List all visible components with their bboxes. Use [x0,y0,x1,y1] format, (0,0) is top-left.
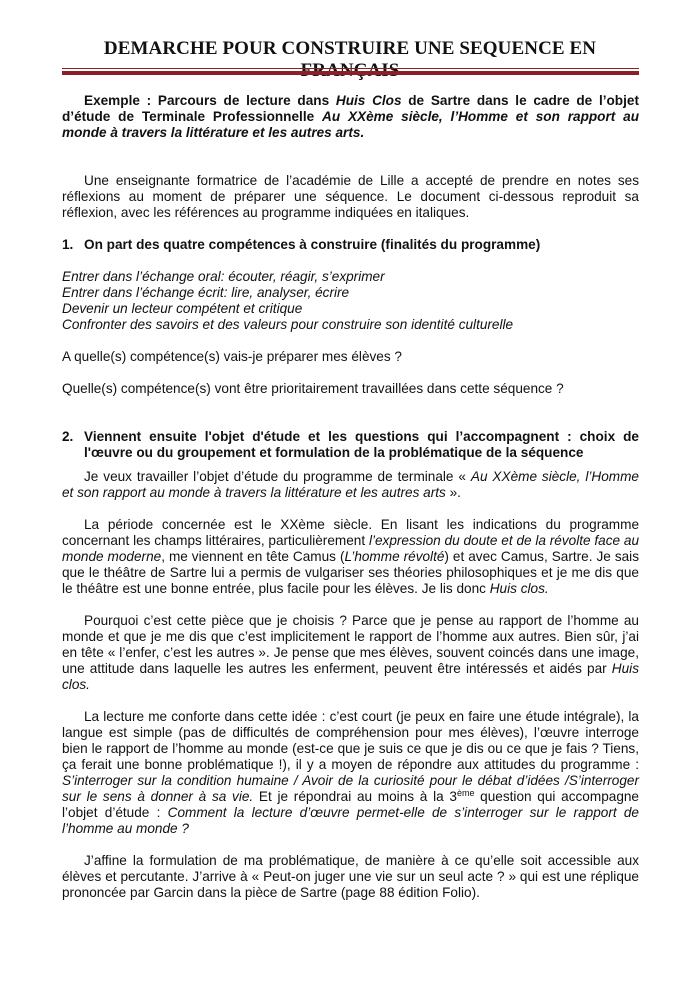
example-study-object: Au XXème siècle, l’Homme et son rapport au monde à travers la littérature et les autres arts. [62,109,640,140]
section-2-paragraph-1 [62,469,639,501]
intro-paragraph: Une enseignante formatrice de l’académie de Lille a accepté de prendre en notes ses réflexions au moment de préparer une séquence. Le document ci-dessous reproduit sa réflexion, avec les références au programme indiquées en italiques. [62,173,639,220]
title-underline-thick [62,71,639,75]
para4-superscript: ème [456,788,475,798]
example-text-2: de Sartre dans le cadre de l’objet d’étude de Terminale Professionnelle [62,93,639,124]
section-2-paragraph-5: J’affine la formulation de ma problématique, de manière à ce qu’elle soit accessible aux élèves et percutante. J’arrive à « Peut-on juger une vie sur un seul acte ? » qui est une réplique prononcée par Garcin dans la pièce de Sartre (page 88 édition Folio). [62,853,639,900]
example-work-title: Huis Clos [335,93,402,108]
para2-text-e: ) et avec Camus, Sartre. Je sais que le théâtre de Sartre lui a permis de vulgariser ses théories philosophiques et je me dis que le théâtre est une bonne entrée, plus facile pour les élèves. Je lis donc [62,549,639,596]
question-2: Quelle(s) compétence(s) vont être prioritairement travaillées dans cette séquence ? [62,381,564,396]
question-1: A quelle(s) compétence(s) vais-je préparer mes élèves ? [62,349,402,364]
para2-italic-f: Huis clos. [489,581,549,596]
para4-text-a: La lecture me conforte dans cette idée : c’est court (je peux en faire une étude intégrale), la langue est simple (pas de difficultés de compréhension pour mes élèves), l’œuvre interroge bien le rapport de l’homme au monde (est-ce que je suis ce que je dis ou ce que je fais ? Tiens, ça ferait une bonne problématique !), il y a moyen de répondre aux attitudes du programme : [62,709,639,772]
para1-text-a: Je veux travailler l’objet d’étude du programme de terminale « [84,469,471,484]
section-2-heading [62,429,639,461]
section-2-paragraph-4 [62,709,639,837]
section-2-number: 2. [62,429,74,444]
para4-italic-e: Comment la lecture d’œuvre permet-elle de s’interroger sur le rapport de l’homme au monde ? [62,805,639,836]
section-1-heading [62,237,639,253]
section-1-heading-text: On part des quatre compétences à construire (finalités du programme) [84,237,541,252]
skills-list [62,269,639,333]
para4-text-d: question qui accompagne l’objet d’étude : [62,789,639,820]
para2-text-a: La période concernée est le XXème siècle. En lisant les indications du programme concernant les champs littéraires, particulièrement [62,517,639,548]
page-title: DEMARCHE POUR CONSTRUIRE UNE SEQUENCE EN [103,38,597,59]
para3-italic-b: Huis clos. [62,661,639,692]
para1-text-c: ». [445,485,461,500]
skill-item: Confronter des savoirs et des valeurs pour construire son identité culturelle [62,317,514,332]
skill-item: Entrer dans l’échange écrit: lire, analyser, écrire [62,285,350,300]
section-2-heading-text: Viennent ensuite l'objet d'étude et les questions qui l’accompagnent : choix de l'œuvre ou du groupement et formulation de la problématique de la séquence [84,429,639,460]
example-text-1: Exemple : Parcours de lecture dans [84,93,336,108]
para1-study-object: Au XXème siècle, l’Homme et son rapport au monde à travers la littérature et les autres arts [62,469,639,500]
title-underline-thin [62,68,639,69]
document-body [62,93,639,901]
section-2-paragraph-2 [62,517,639,597]
skill-item: Devenir un lecteur compétent et critique [62,301,303,316]
para3-text-a: Pourquoi c’est cette pièce que je choisis ? Parce que je pense au rapport de l’homme au monde et que je me dis que c’est implicitement le rapport de l’homme aux autres. Bien sûr, j’ai en tête « l’enfer, c’est les autres ». Je pense que mes élèves, souvent coincés dans une image, une attitude dans laquelle les autres les enferment, peuvent être intéressés et aidés par [62,613,639,676]
example-paragraph [62,93,639,141]
para2-italic-d: L’homme révolté [344,549,445,564]
para4-italic-b: S’interroger sur la condition humaine / Avoir de la curiosité pour le débat d’idées /S’interroger sur le sens à donner à sa vie. [62,773,639,804]
section-1-number: 1. [62,237,74,252]
skill-item: Entrer dans l’échange oral: écouter, réagir, s’exprimer [62,269,385,284]
para2-text-c: , me viennent en tête Camus ( [161,549,345,564]
section-2-paragraph-3 [62,613,639,693]
para2-italic-b: l’expression du doute et de la révolte face au monde moderne [62,533,640,564]
para4-text-c: Et je répondrai au moins à la 3 [253,789,457,804]
